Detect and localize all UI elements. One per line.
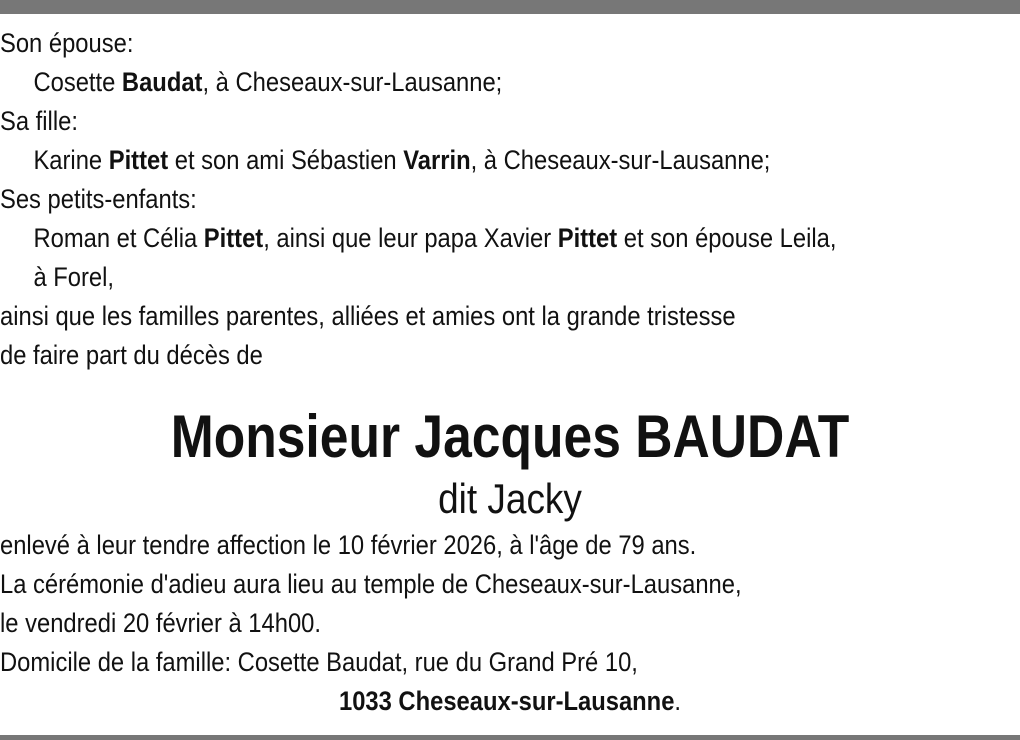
family-city-line bbox=[61, 682, 959, 721]
spouse-line bbox=[0, 63, 898, 102]
bottom-rule bbox=[0, 735, 1020, 740]
father-last: Pittet bbox=[557, 223, 618, 253]
obituary-notice bbox=[0, 24, 1020, 721]
grandchildren-last: Pittet bbox=[203, 223, 264, 253]
grandchildren-rest: et son épouse Leila, bbox=[617, 223, 837, 253]
closing-line-2: de faire part du décès de bbox=[0, 340, 263, 370]
deceased-name: Monsieur Jacques BAUDAT bbox=[170, 403, 850, 470]
spouse-first: Cosette bbox=[33, 67, 122, 97]
details-line-1: enlevé à leur tendre affection le 10 février 2026, à l'âge de 79 ans. bbox=[0, 530, 697, 560]
details-line-4: Domicile de la famille: Cosette Baudat, rue du Grand Pré 10, bbox=[0, 647, 638, 677]
spouse-rest: , à Cheseaux-sur-Lausanne; bbox=[202, 67, 503, 97]
grandchildren-mid: , ainsi que leur papa Xavier bbox=[263, 223, 558, 253]
spouse-label: Son épouse: bbox=[0, 28, 134, 58]
deceased-alias: dit Jacky bbox=[438, 475, 582, 522]
daughter-first: Karine bbox=[33, 145, 109, 175]
daughter-line bbox=[0, 141, 898, 180]
grandchildren-line bbox=[0, 219, 898, 258]
daughter-last: Pittet bbox=[108, 145, 169, 175]
daughter-rest: , à Cheseaux-sur-Lausanne; bbox=[470, 145, 771, 175]
family-city: 1033 Cheseaux-sur-Lausanne bbox=[338, 686, 675, 716]
top-rule bbox=[0, 0, 1020, 14]
details-line-3: le vendredi 20 février à 14h00. bbox=[0, 608, 321, 638]
daughter-mid: et son ami Sébastien bbox=[168, 145, 404, 175]
spouse-last: Baudat bbox=[121, 67, 203, 97]
details-line-2: La cérémonie d'adieu aura lieu au temple de Cheseaux-sur-Lausanne, bbox=[0, 569, 742, 599]
closing-line-1: ainsi que les familles parentes, alliées et amies ont la grande tristesse bbox=[0, 301, 736, 331]
grandchildren-label: Ses petits-enfants: bbox=[0, 184, 197, 214]
grandchildren-line-2: à Forel, bbox=[33, 262, 115, 292]
family-city-end: . bbox=[674, 686, 682, 716]
friend-last: Varrin bbox=[403, 145, 471, 175]
grandchildren-first: Roman et Célia bbox=[33, 223, 204, 253]
daughter-label: Sa fille: bbox=[0, 106, 78, 136]
